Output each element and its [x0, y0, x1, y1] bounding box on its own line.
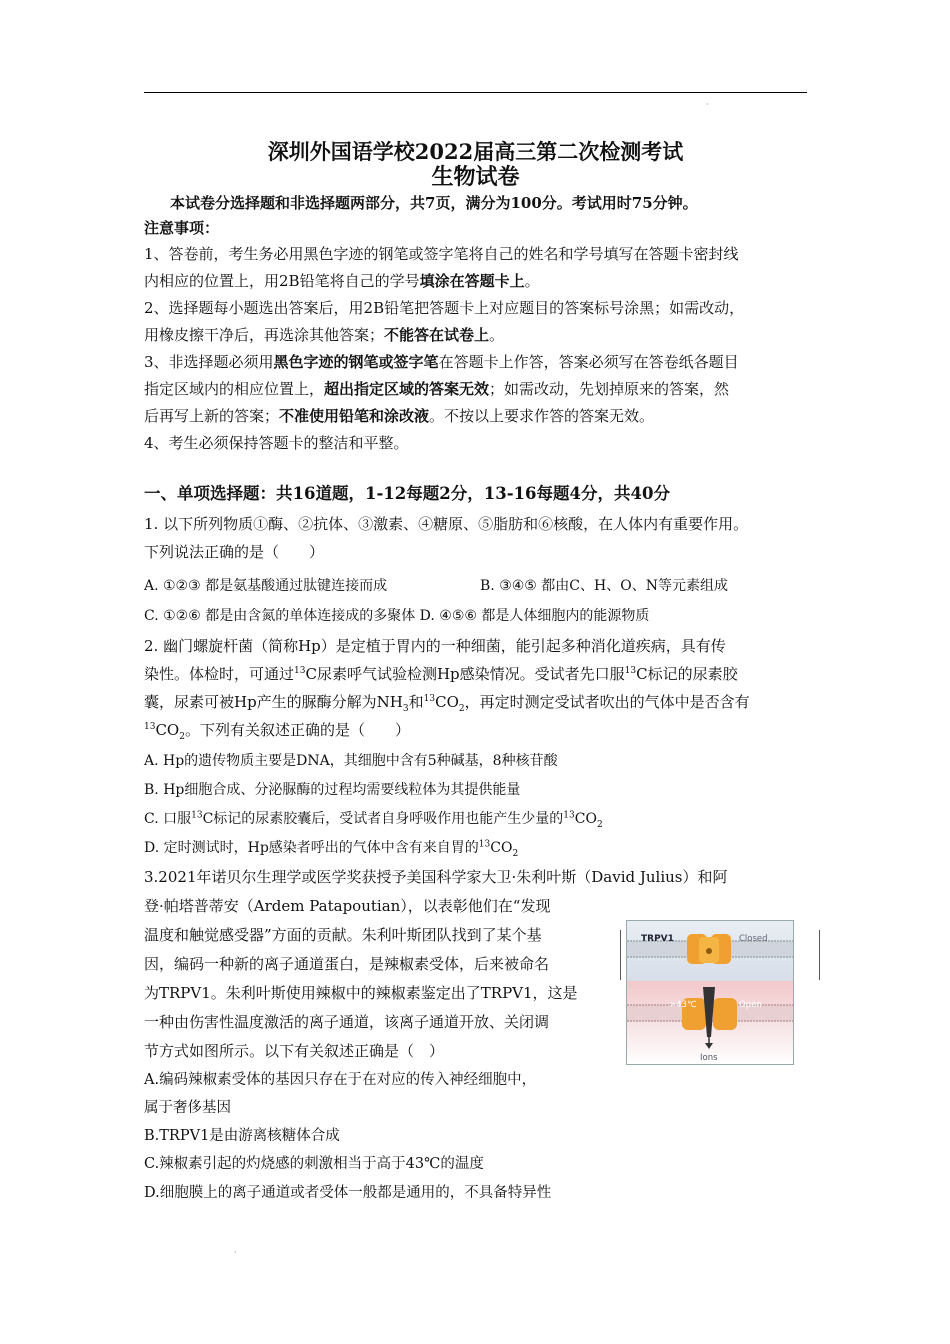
q3-stem-5: 为TRPV1。朱利叶斯使用辣椒中的辣椒素鉴定出了TRPV1，这是	[144, 984, 578, 1002]
label-open: Open	[739, 1000, 762, 1010]
q2-stem-b: 染性。体检时，可通过$^{13}$C尿素呼气试验检测Hp感染情况。受试者先口服$^{13}$C标记的尿素胶	[144, 665, 738, 683]
q1-option-a: A. ①②③ 都是氨基酸通过肽键连接而成	[144, 578, 388, 594]
label-trpv1: TRPV1	[641, 934, 674, 944]
q3-stem-4: 因，编码一种新的离子通道蛋白，是辣椒素受体，后来被命名	[144, 955, 550, 973]
q3-stem-2: 登·帕塔普蒂安（Ardem Patapoutian），以表彰他们在“发现	[144, 897, 551, 915]
q3-option-b: B.TRPV1是由游离核糖体合成	[144, 1128, 340, 1144]
header-rule	[144, 92, 807, 93]
q2-option-c: C. 口服$^{13}$C标记的尿素胶囊后，受试者自身呼吸作用也能产生少量的$^{13}CO_2$	[144, 810, 603, 830]
notice-item-1b: 内相应的位置上，用2B铅笔将自己的学号填涂在答题卡上。	[144, 272, 540, 290]
exam-title: 深圳外国语学校2022届高三第二次检测考试	[267, 139, 684, 164]
q3-option-a-line1: A.编码辣椒素受体的基因只存在于在对应的传入神经细胞中，	[144, 1072, 537, 1088]
q2-option-b: B. Hp细胞合成、分泌脲酶的过程均需要线粒体为其提供能量	[144, 782, 521, 798]
q3-stem-6: 一种由伤害性温度激活的离子通道，该离子通道开放、关闭调	[144, 1013, 550, 1031]
q2-option-d: D. 定时测试时，Hp感染者呼出的气体中含有来自胃的$^{13}CO_2$	[144, 839, 519, 859]
q2-stem-c: 囊，尿素可被Hp产生的脲酶分解为$NH_3$和$^{13}CO_2$，再定时测定受试者吹出的气体中是否含有	[144, 693, 750, 714]
q1-option-b: B. ③④⑤ 都由C、H、O、N等元素组成	[480, 578, 728, 594]
exam-intro: 本试卷分选择题和非选择题两部分，共7页，满分为100分。考试用时75分钟。	[170, 194, 698, 212]
trpv1-diagram	[627, 921, 793, 1064]
q3-stem-3: 温度和触觉感受器”方面的贡献。朱利叶斯团队找到了某个基	[144, 926, 542, 944]
q3-option-a-line2: 属于奢侈基因	[144, 1100, 231, 1116]
section-1-heading: 一、单项选择题：共16道题，1-12每题2分，13-16每题4分，共40分	[144, 484, 670, 503]
q2-stem-d: $^{13}CO_2$。下列有关叙述正确的是（ ）	[144, 721, 410, 742]
notice-item-4: 4、考生必须保持答题卡的整洁和平整。	[144, 434, 409, 452]
trpv1-figure	[626, 920, 794, 1065]
label-temp: >43℃	[669, 1000, 697, 1010]
label-closed: Closed	[739, 934, 768, 944]
q2-stem-a: 2. 幽门螺旋杆菌（简称Hp）是定植于胃内的一种细菌，能引起多种消化道疾病，具有传	[144, 637, 726, 655]
q1-option-cd: C. ①②⑥ 都是由含氮的单体连接成的多聚体 D. ④⑤⑥ 都是人体细胞内的能源物质	[144, 608, 650, 624]
channel-closed-icon	[687, 934, 731, 964]
q3-stem-1: 3.2021年诺贝尔生理学或医学奖获授予美国科学家大卫·朱利叶斯（David Julius）和阿	[144, 868, 728, 886]
scan-dot: ·	[706, 100, 709, 109]
notice-heading: 注意事项：	[144, 219, 220, 237]
q1-stem-a: 1. 以下所列物质①酶、②抗体、③激素、④糖原、⑤脂肪和⑥核酸，在人体内有重要作用。	[144, 515, 749, 533]
exam-subtitle: 生物试卷	[431, 164, 520, 190]
notice-item-1a: 1、答卷前，考生务必用黑色字迹的钢笔或签字笔将自己的姓名和学号填写在答题卡密封线	[144, 245, 739, 263]
notice-item-3a: 3、非选择题必须用黑色字迹的钢笔或签字笔在答题卡上作答，答案必须写在答卷纸各题目	[144, 353, 739, 371]
notice-item-2b: 用橡皮擦干净后，再选涂其他答案；不能答在试卷上。	[144, 326, 505, 344]
scan-dot: ·	[234, 1248, 237, 1257]
q2-option-a: A. Hp的遗传物质主要是DNA，其细胞中含有5种碱基，8种核苷酸	[144, 753, 558, 769]
q3-stem-7: 节方式如图所示。以下有关叙述正确是（ ）	[144, 1042, 445, 1060]
q3-option-c: C.辣椒素引起的灼烧感的刺激相当于高于43℃的温度	[144, 1156, 484, 1172]
notice-item-3c: 后再写上新的答案；不准使用铅笔和涂改液。不按以上要求作答的答案无效。	[144, 407, 655, 425]
notice-item-2a: 2、选择题每小题选出答案后，用2B铅笔把答题卡上对应题目的答案标号涂黑；如需改动，	[144, 299, 745, 317]
q1-stem-b: 下列说法正确的是（ ）	[144, 543, 325, 561]
label-ions: Ions	[700, 1053, 718, 1063]
notice-item-3b: 指定区域内的相应位置上，超出指定区域的答案无效；如需改动，先划掉原来的答案，然	[144, 380, 730, 398]
q3-option-d: D.细胞膜上的离子通道或者受体一般都是通用的，不具备特异性	[144, 1185, 552, 1201]
